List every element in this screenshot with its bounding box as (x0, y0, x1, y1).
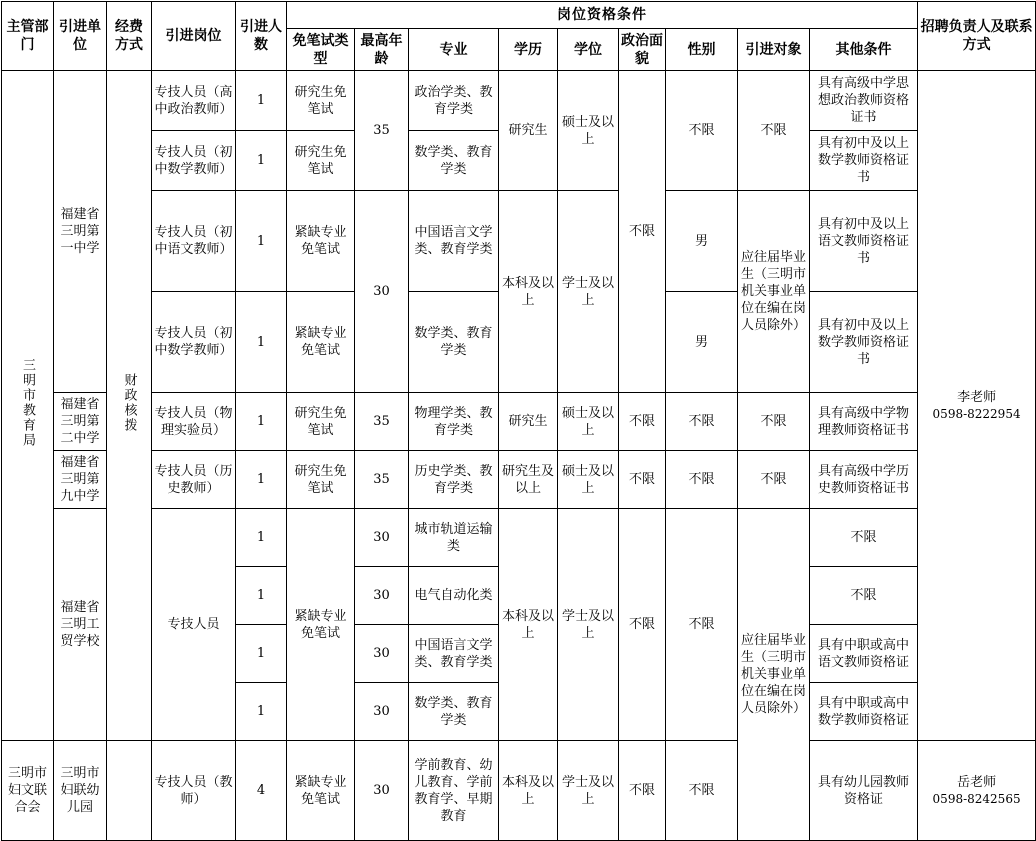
education-cell: 研究生 (499, 71, 558, 191)
header-qualification-group: 岗位资格条件 (287, 2, 918, 29)
gender-cell: 不限 (666, 393, 738, 451)
major-cell: 中国语言文学类、教育学类 (409, 625, 499, 683)
major-cell: 城市轨道运输类 (409, 509, 499, 567)
unit-no9: 福建省三明第九中学 (54, 451, 107, 509)
count-cell: 1 (236, 292, 287, 393)
education-cell: 本科及以上 (499, 191, 558, 393)
major-cell: 数学类、教育学类 (409, 292, 499, 393)
political-cell: 不限 (619, 451, 666, 509)
max-age-cell: 30 (355, 625, 409, 683)
major-cell: 数学类、教育学类 (409, 683, 499, 741)
contact-main-name: 李老师 (957, 389, 997, 405)
degree-cell: 学士及以上 (558, 741, 619, 841)
count-cell: 1 (236, 625, 287, 683)
contact-main (918, 71, 1036, 741)
table-row (2, 509, 1036, 567)
max-age-cell: 30 (355, 567, 409, 625)
max-age-cell: 30 (355, 509, 409, 567)
count-cell: 1 (236, 191, 287, 292)
header-target: 引进对象 (738, 29, 810, 71)
unit-no2: 福建省三明第二中学 (54, 393, 107, 451)
max-age-cell: 35 (355, 71, 409, 191)
gender-cell: 男 (666, 292, 738, 393)
degree-cell: 硕士及以上 (558, 393, 619, 451)
header-department: 主管部门 (2, 2, 54, 71)
unit-kindergarten: 三明市妇联幼儿园 (54, 741, 107, 841)
count-cell: 1 (236, 451, 287, 509)
contact-kg-name: 岳老师 (957, 774, 997, 790)
other-cell: 具有初中及以上数学教师资格证书 (810, 131, 918, 191)
funding-main-text: 财政核拨 (121, 373, 137, 433)
education-cell: 本科及以上 (499, 509, 558, 741)
target-cell: 不限 (738, 451, 810, 509)
count-cell: 1 (236, 567, 287, 625)
target-cell: 不限 (738, 393, 810, 451)
count-cell: 1 (236, 393, 287, 451)
other-cell: 具有中职或高中数学教师资格证 (810, 683, 918, 741)
max-age-cell: 35 (355, 451, 409, 509)
header-row-top (2, 2, 1036, 29)
exam-type-cell: 研究生免笔试 (287, 451, 355, 509)
header-major: 专业 (409, 29, 499, 71)
position-cell: 专技人员 (152, 509, 236, 741)
contact-main-phone: 0598-8222954 (932, 406, 1021, 421)
position-cell: 专技人员（初中数学教师） (152, 131, 236, 191)
count-cell: 1 (236, 131, 287, 191)
recruitment-table (1, 1, 1036, 841)
major-cell: 电气自动化类 (409, 567, 499, 625)
max-age-cell: 35 (355, 393, 409, 451)
political-cell: 不限 (619, 393, 666, 451)
gender-cell: 不限 (666, 509, 738, 741)
other-cell: 不限 (810, 567, 918, 625)
table-row (2, 71, 1036, 131)
count-cell: 4 (236, 741, 287, 841)
unit-trade: 福建省三明工贸学校 (54, 509, 107, 741)
degree-cell: 硕士及以上 (558, 451, 619, 509)
exam-type-cell: 研究生免笔试 (287, 131, 355, 191)
header-funding: 经费方式 (107, 2, 152, 71)
other-cell: 具有幼儿园教师资格证 (810, 741, 918, 841)
unit-no1: 福建省三明第一中学 (54, 71, 107, 393)
target-cell: 应往届毕业生（三明市机关事业单位在编在岗人员除外） (738, 509, 810, 841)
position-cell: 专技人员（教师） (152, 741, 236, 841)
position-cell: 专技人员（物理实验员） (152, 393, 236, 451)
table-row (2, 741, 1036, 841)
other-cell: 具有初中及以上语文教师资格证书 (810, 191, 918, 292)
header-education: 学历 (499, 29, 558, 71)
major-cell: 数学类、教育学类 (409, 131, 499, 191)
position-cell: 专技人员（初中语文教师） (152, 191, 236, 292)
major-cell: 历史学类、教育学类 (409, 451, 499, 509)
funding-kindergarten-empty (107, 741, 152, 841)
other-cell: 具有初中及以上数学教师资格证书 (810, 292, 918, 393)
max-age-cell: 30 (355, 191, 409, 393)
dept-womens-federation: 三明市妇文联合会 (2, 741, 54, 841)
header-position: 引进岗位 (152, 2, 236, 71)
other-cell: 具有高级中学思想政治教师资格证书 (810, 71, 918, 131)
gender-cell: 不限 (666, 741, 738, 841)
count-cell: 1 (236, 71, 287, 131)
target-cell: 应往届毕业生（三明市机关事业单位在编在岗人员除外） (738, 191, 810, 393)
gender-cell: 不限 (666, 71, 738, 191)
gender-cell: 男 (666, 191, 738, 292)
exam-type-cell: 紧缺专业免笔试 (287, 509, 355, 741)
major-cell: 物理学类、教育学类 (409, 393, 499, 451)
major-cell: 学前教育、幼儿教育、学前教育学、早期教育 (409, 741, 499, 841)
education-cell: 研究生 (499, 393, 558, 451)
political-cell: 不限 (619, 71, 666, 393)
exam-type-cell: 研究生免笔试 (287, 71, 355, 131)
position-cell: 专技人员（历史教师） (152, 451, 236, 509)
position-cell: 专技人员（高中政治教师） (152, 71, 236, 131)
max-age-cell: 30 (355, 683, 409, 741)
degree-cell: 学士及以上 (558, 191, 619, 393)
count-cell: 1 (236, 509, 287, 567)
political-cell: 不限 (619, 509, 666, 741)
table-row (2, 393, 1036, 451)
funding-main (107, 71, 152, 741)
other-cell: 具有高级中学历史教师资格证书 (810, 451, 918, 509)
header-count: 引进人数 (236, 2, 287, 71)
header-degree: 学位 (558, 29, 619, 71)
header-exam-type: 免笔试类型 (287, 29, 355, 71)
degree-cell: 学士及以上 (558, 509, 619, 741)
political-cell: 不限 (619, 741, 666, 841)
degree-cell: 硕士及以上 (558, 71, 619, 191)
table-row (2, 451, 1036, 509)
other-cell: 不限 (810, 509, 918, 567)
header-unit: 引进单位 (54, 2, 107, 71)
position-cell: 专技人员（初中数学教师） (152, 292, 236, 393)
gender-cell: 不限 (666, 451, 738, 509)
exam-type-cell: 紧缺专业免笔试 (287, 191, 355, 292)
education-cell: 本科及以上 (499, 741, 558, 841)
header-political: 政治面貌 (619, 29, 666, 71)
dept-education-bureau (2, 71, 54, 741)
contact-kg-phone: 0598-8242565 (932, 791, 1021, 806)
exam-type-cell: 紧缺专业免笔试 (287, 741, 355, 841)
count-cell: 1 (236, 683, 287, 741)
table-row (2, 191, 1036, 292)
major-cell: 政治学类、教育学类 (409, 71, 499, 131)
header-gender: 性别 (666, 29, 738, 71)
other-cell: 具有中职或高中语文教师资格证 (810, 625, 918, 683)
exam-type-cell: 紧缺专业免笔试 (287, 292, 355, 393)
exam-type-cell: 研究生免笔试 (287, 393, 355, 451)
header-contact: 招聘负责人及联系方式 (918, 2, 1036, 71)
education-cell: 研究生及以上 (499, 451, 558, 509)
other-cell: 具有高级中学物理教师资格证书 (810, 393, 918, 451)
target-cell: 不限 (738, 71, 810, 191)
major-cell: 中国语言文学类、教育学类 (409, 191, 499, 292)
max-age-cell: 30 (355, 741, 409, 841)
dept-education-bureau-text: 三明市教育局 (20, 358, 35, 448)
contact-kindergarten (918, 741, 1036, 841)
header-other: 其他条件 (810, 29, 918, 71)
header-max-age: 最高年龄 (355, 29, 409, 71)
